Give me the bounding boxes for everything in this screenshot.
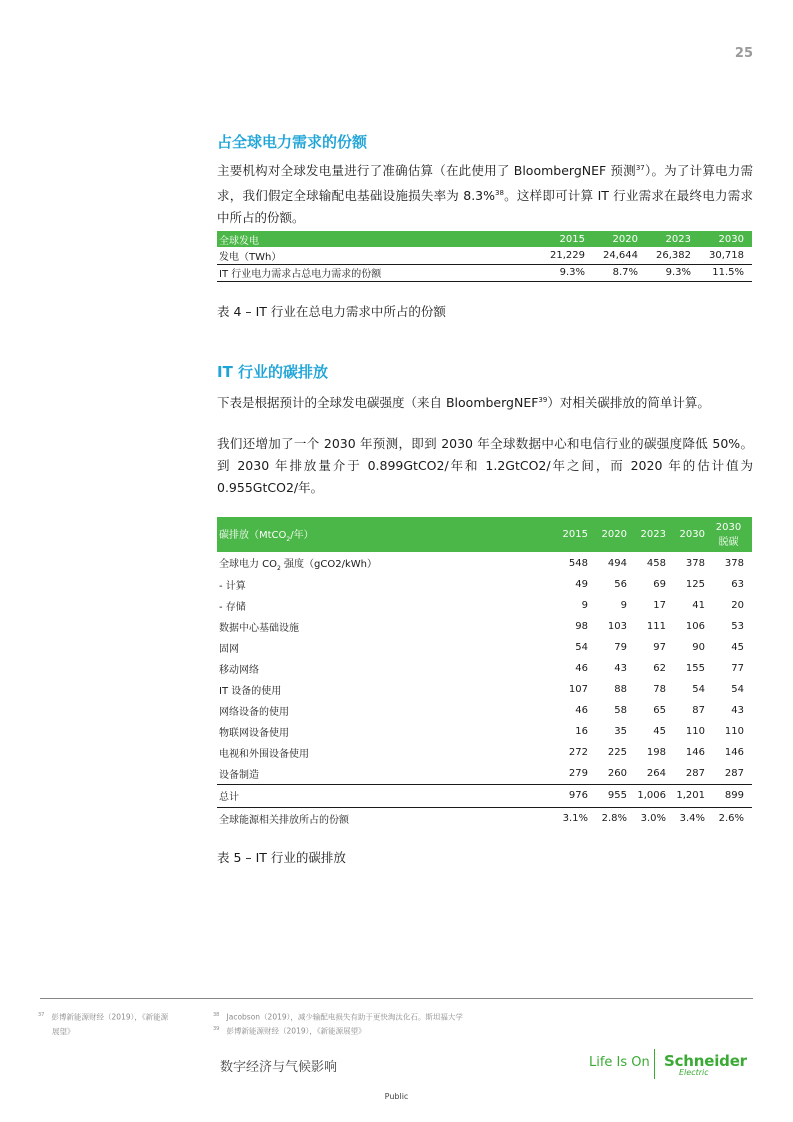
table-cell: 45 xyxy=(653,726,666,737)
table-header-cell: 2015 xyxy=(540,231,593,247)
table-header-row xyxy=(217,517,752,552)
footnote-text: 展望》 xyxy=(52,1026,75,1036)
table-row xyxy=(217,264,752,281)
schneider-logo: Schneider xyxy=(664,1052,747,1070)
header-label: /年） xyxy=(290,530,314,541)
table-cell: 49 xyxy=(575,579,588,590)
footnote-text: Jacobson（2019），减少输配电损失有助于更快淘汰化石。斯坦福大学 xyxy=(226,1012,463,1022)
table-cell: 90 xyxy=(692,642,705,653)
table-cell: 378 xyxy=(685,557,705,569)
subscript: 2 xyxy=(286,536,291,543)
paragraph-power-share xyxy=(217,157,753,229)
table-cell: 21,229 xyxy=(540,247,593,264)
table-cell xyxy=(217,552,557,574)
table-cell: IT 行业电力需求占总电力需求的份额 xyxy=(217,264,540,281)
footnote-number: 37 xyxy=(38,1012,45,1018)
table-cell: 378 xyxy=(724,557,744,569)
table-cell: 63 xyxy=(731,579,744,590)
table-cell: 43 xyxy=(731,705,744,716)
table-caption-5: 表 5 – IT 行业的碳排放 xyxy=(217,850,346,865)
paragraph-text: 下表是根据预计的全球发电碳强度（来自 BloombergNEF xyxy=(217,395,539,411)
table-cell: 54 xyxy=(575,642,588,653)
section-title-carbon: IT 行业的碳排放 xyxy=(217,363,329,381)
paragraph-carbon-intro xyxy=(217,389,753,414)
table-cell: - 存储 xyxy=(219,602,246,613)
header-label: 碳排放（MtCO xyxy=(219,530,287,541)
table-cell: 78 xyxy=(653,684,666,695)
table-header-cell: 2020 xyxy=(596,517,635,552)
table-cell: 87 xyxy=(692,705,705,716)
footnote-39 xyxy=(213,1022,366,1039)
table-cell: 物联网设备使用 xyxy=(219,728,289,739)
table-cell: 43 xyxy=(614,663,627,674)
table-cell: 103 xyxy=(607,621,627,632)
table-row xyxy=(217,616,752,637)
table-header-cell: 2030 xyxy=(699,231,752,247)
paragraph-text: ）。为了计算电力需求，我们假定全球输配电基础设施损失率为 8.3% xyxy=(217,163,753,204)
table-cell: 1,201 xyxy=(674,784,713,807)
table-cell: 9.3% xyxy=(646,264,699,281)
table-cell: 65 xyxy=(653,705,666,716)
table-row xyxy=(217,595,752,616)
table-header-cell xyxy=(217,517,557,552)
table-header-cell: 2023 xyxy=(646,231,699,247)
table-row xyxy=(217,679,752,700)
table-header-cell xyxy=(713,517,752,552)
table-cell: 9 xyxy=(620,600,627,611)
table-row xyxy=(217,247,752,264)
table-cell: 53 xyxy=(731,621,744,632)
footnote-number: 39 xyxy=(213,1026,220,1032)
footnote-divider xyxy=(40,998,753,999)
table-cell: 287 xyxy=(724,767,744,779)
table-cell: 198 xyxy=(646,747,666,758)
table-cell: 固网 xyxy=(219,644,239,655)
table-cell: 全球能源相关排放所占的份额 xyxy=(219,814,349,826)
table-cell: 58 xyxy=(614,705,627,716)
table-cell: 3.1% xyxy=(562,812,588,824)
table-carbon-emissions xyxy=(217,517,752,829)
table-cell: 146 xyxy=(685,747,705,758)
table-cell: 77 xyxy=(731,663,744,674)
table-cell: 69 xyxy=(653,579,666,590)
paragraph-carbon-forecast: 我们还增加了一个 2030 年预测，即到 2030 年全球数据中心和电信行业的碳强度降低 50%。到 2030 年排放量介于 0.899GtCO2/年和 1.2GtCO2/年之间，而 2020 年的估计值为 0.955GtCO2/年。 xyxy=(217,436,753,495)
footnote-ref-37[interactable]: 37 xyxy=(635,164,645,172)
table-cell: 网络设备的使用 xyxy=(219,707,289,718)
table-cell: 494 xyxy=(607,557,627,569)
table-cell: 9.3% xyxy=(540,264,593,281)
table-cell: 98 xyxy=(575,621,588,632)
table-cell: 155 xyxy=(685,663,705,674)
life-is-on-tagline: Life Is On xyxy=(589,1055,650,1070)
paragraph-text: 。这样即可计算 IT 行业需求在最终电力需求中所占的份额。 xyxy=(217,188,753,226)
table-cell: 3.0% xyxy=(640,812,666,824)
table-cell: 97 xyxy=(653,642,666,653)
table-row xyxy=(217,742,752,763)
table-share-row xyxy=(217,807,752,829)
table-row xyxy=(217,721,752,742)
table-cell: 110 xyxy=(685,726,705,737)
table-cell: 272 xyxy=(568,747,588,758)
table-row xyxy=(217,637,752,658)
table-cell: 107 xyxy=(568,684,588,695)
table-cell: 46 xyxy=(575,705,588,716)
table-cell: 955 xyxy=(596,784,635,807)
table-cell: 35 xyxy=(614,726,627,737)
table-cell: 发电（TWh） xyxy=(217,247,540,264)
table-cell: 54 xyxy=(692,684,705,695)
table-row xyxy=(217,574,752,595)
table-cell: 125 xyxy=(685,579,705,590)
table-cell: 899 xyxy=(713,784,752,807)
table-cell: 移动网络 xyxy=(219,665,259,676)
table-cell: 3.4% xyxy=(679,812,705,824)
table-cell: 数据中心基础设施 xyxy=(219,623,299,634)
paragraph-text: ）对相关碳排放的简单计算。 xyxy=(547,395,710,411)
table-cell: 458 xyxy=(646,557,666,569)
table-total-row xyxy=(217,784,752,807)
table-cell: 88 xyxy=(614,684,627,695)
header-label: 2030 xyxy=(715,521,742,533)
table-cell: 45 xyxy=(731,642,744,653)
table-cell: 设备制造 xyxy=(219,769,259,781)
table-cell: 2.8% xyxy=(601,812,627,824)
table-cell: 79 xyxy=(614,642,627,653)
table-header-cell: 2020 xyxy=(593,231,646,247)
table-row xyxy=(217,700,752,721)
table-cell: 30,718 xyxy=(699,247,752,264)
table-cell: 26,382 xyxy=(646,247,699,264)
logo-divider xyxy=(654,1049,655,1079)
table-cell: 54 xyxy=(731,684,744,695)
table-header-row xyxy=(217,231,752,247)
row-label: 全球电力 CO xyxy=(219,558,278,570)
footnote-text: 彭博新能源财经（2019），《新能源 xyxy=(51,1012,169,1022)
paragraph-text: 主要机构对全球发电量进行了准确估算（在此使用了 BloombergNEF 预测 xyxy=(217,163,636,179)
table-cell: 279 xyxy=(568,767,588,779)
table-cell: 2.6% xyxy=(718,812,744,824)
table-cell: IT 设备的使用 xyxy=(219,686,282,697)
table-header-cell: 全球发电 xyxy=(217,231,540,247)
table-cell: 1,006 xyxy=(635,784,674,807)
table-cell: 11.5% xyxy=(699,264,752,281)
footnote-text: 彭博新能源财经（2019），《新能源展望》 xyxy=(226,1026,366,1036)
footnote-ref-39[interactable]: 39 xyxy=(538,396,548,404)
subscript: 2 xyxy=(277,564,281,572)
footer-document-title: 数字经济与气候影响 xyxy=(220,1060,338,1075)
table-cell: 146 xyxy=(724,747,744,758)
table-cell: 225 xyxy=(607,747,627,758)
table-cell: 8.7% xyxy=(593,264,646,281)
table-cell: 110 xyxy=(724,726,744,737)
footnote-number: 38 xyxy=(213,1012,220,1018)
table-cell: 106 xyxy=(685,621,705,632)
table-header-cell: 2030 xyxy=(674,517,713,552)
table-cell: 287 xyxy=(685,767,705,779)
table-header-cell: 2023 xyxy=(635,517,674,552)
table-cell: 264 xyxy=(646,767,666,779)
page-number: 25 xyxy=(734,46,753,61)
row-label: 强度（gCO2/kWh） xyxy=(280,558,378,570)
table-cell: 62 xyxy=(653,663,666,674)
table-cell: 46 xyxy=(575,663,588,674)
header-label: 脱碳 xyxy=(718,536,739,548)
table-cell: 总计 xyxy=(217,784,557,807)
classification-label: Public xyxy=(384,1092,409,1101)
table-header-cell: 2015 xyxy=(557,517,596,552)
footnote-ref-38[interactable]: 38 xyxy=(495,189,504,198)
table-cell: 24,644 xyxy=(593,247,646,264)
footnote-37 xyxy=(38,1008,168,1039)
table-cell: 9 xyxy=(581,600,588,611)
table-cell: - 计算 xyxy=(219,581,246,592)
schneider-logo-electric: Electric xyxy=(679,1068,709,1077)
table-row xyxy=(217,763,752,784)
table-cell: 56 xyxy=(614,579,627,590)
table-cell: 电视和外围设备使用 xyxy=(219,749,309,760)
table-cell: 16 xyxy=(575,726,588,737)
table-cell: 41 xyxy=(692,600,705,611)
table-power-share xyxy=(217,231,752,282)
table-row xyxy=(217,552,752,574)
table-row xyxy=(217,658,752,679)
table-cell: 17 xyxy=(653,600,666,611)
table-cell: 111 xyxy=(646,621,666,632)
table-caption-4: 表 4 – IT 行业在总电力需求中所占的份额 xyxy=(217,304,446,319)
table-cell: 260 xyxy=(607,767,627,779)
table-cell: 20 xyxy=(731,600,744,611)
table-cell: 548 xyxy=(568,557,588,569)
table-cell: 976 xyxy=(557,784,596,807)
section-title-power-share: 占全球电力需求的份额 xyxy=(217,133,368,151)
